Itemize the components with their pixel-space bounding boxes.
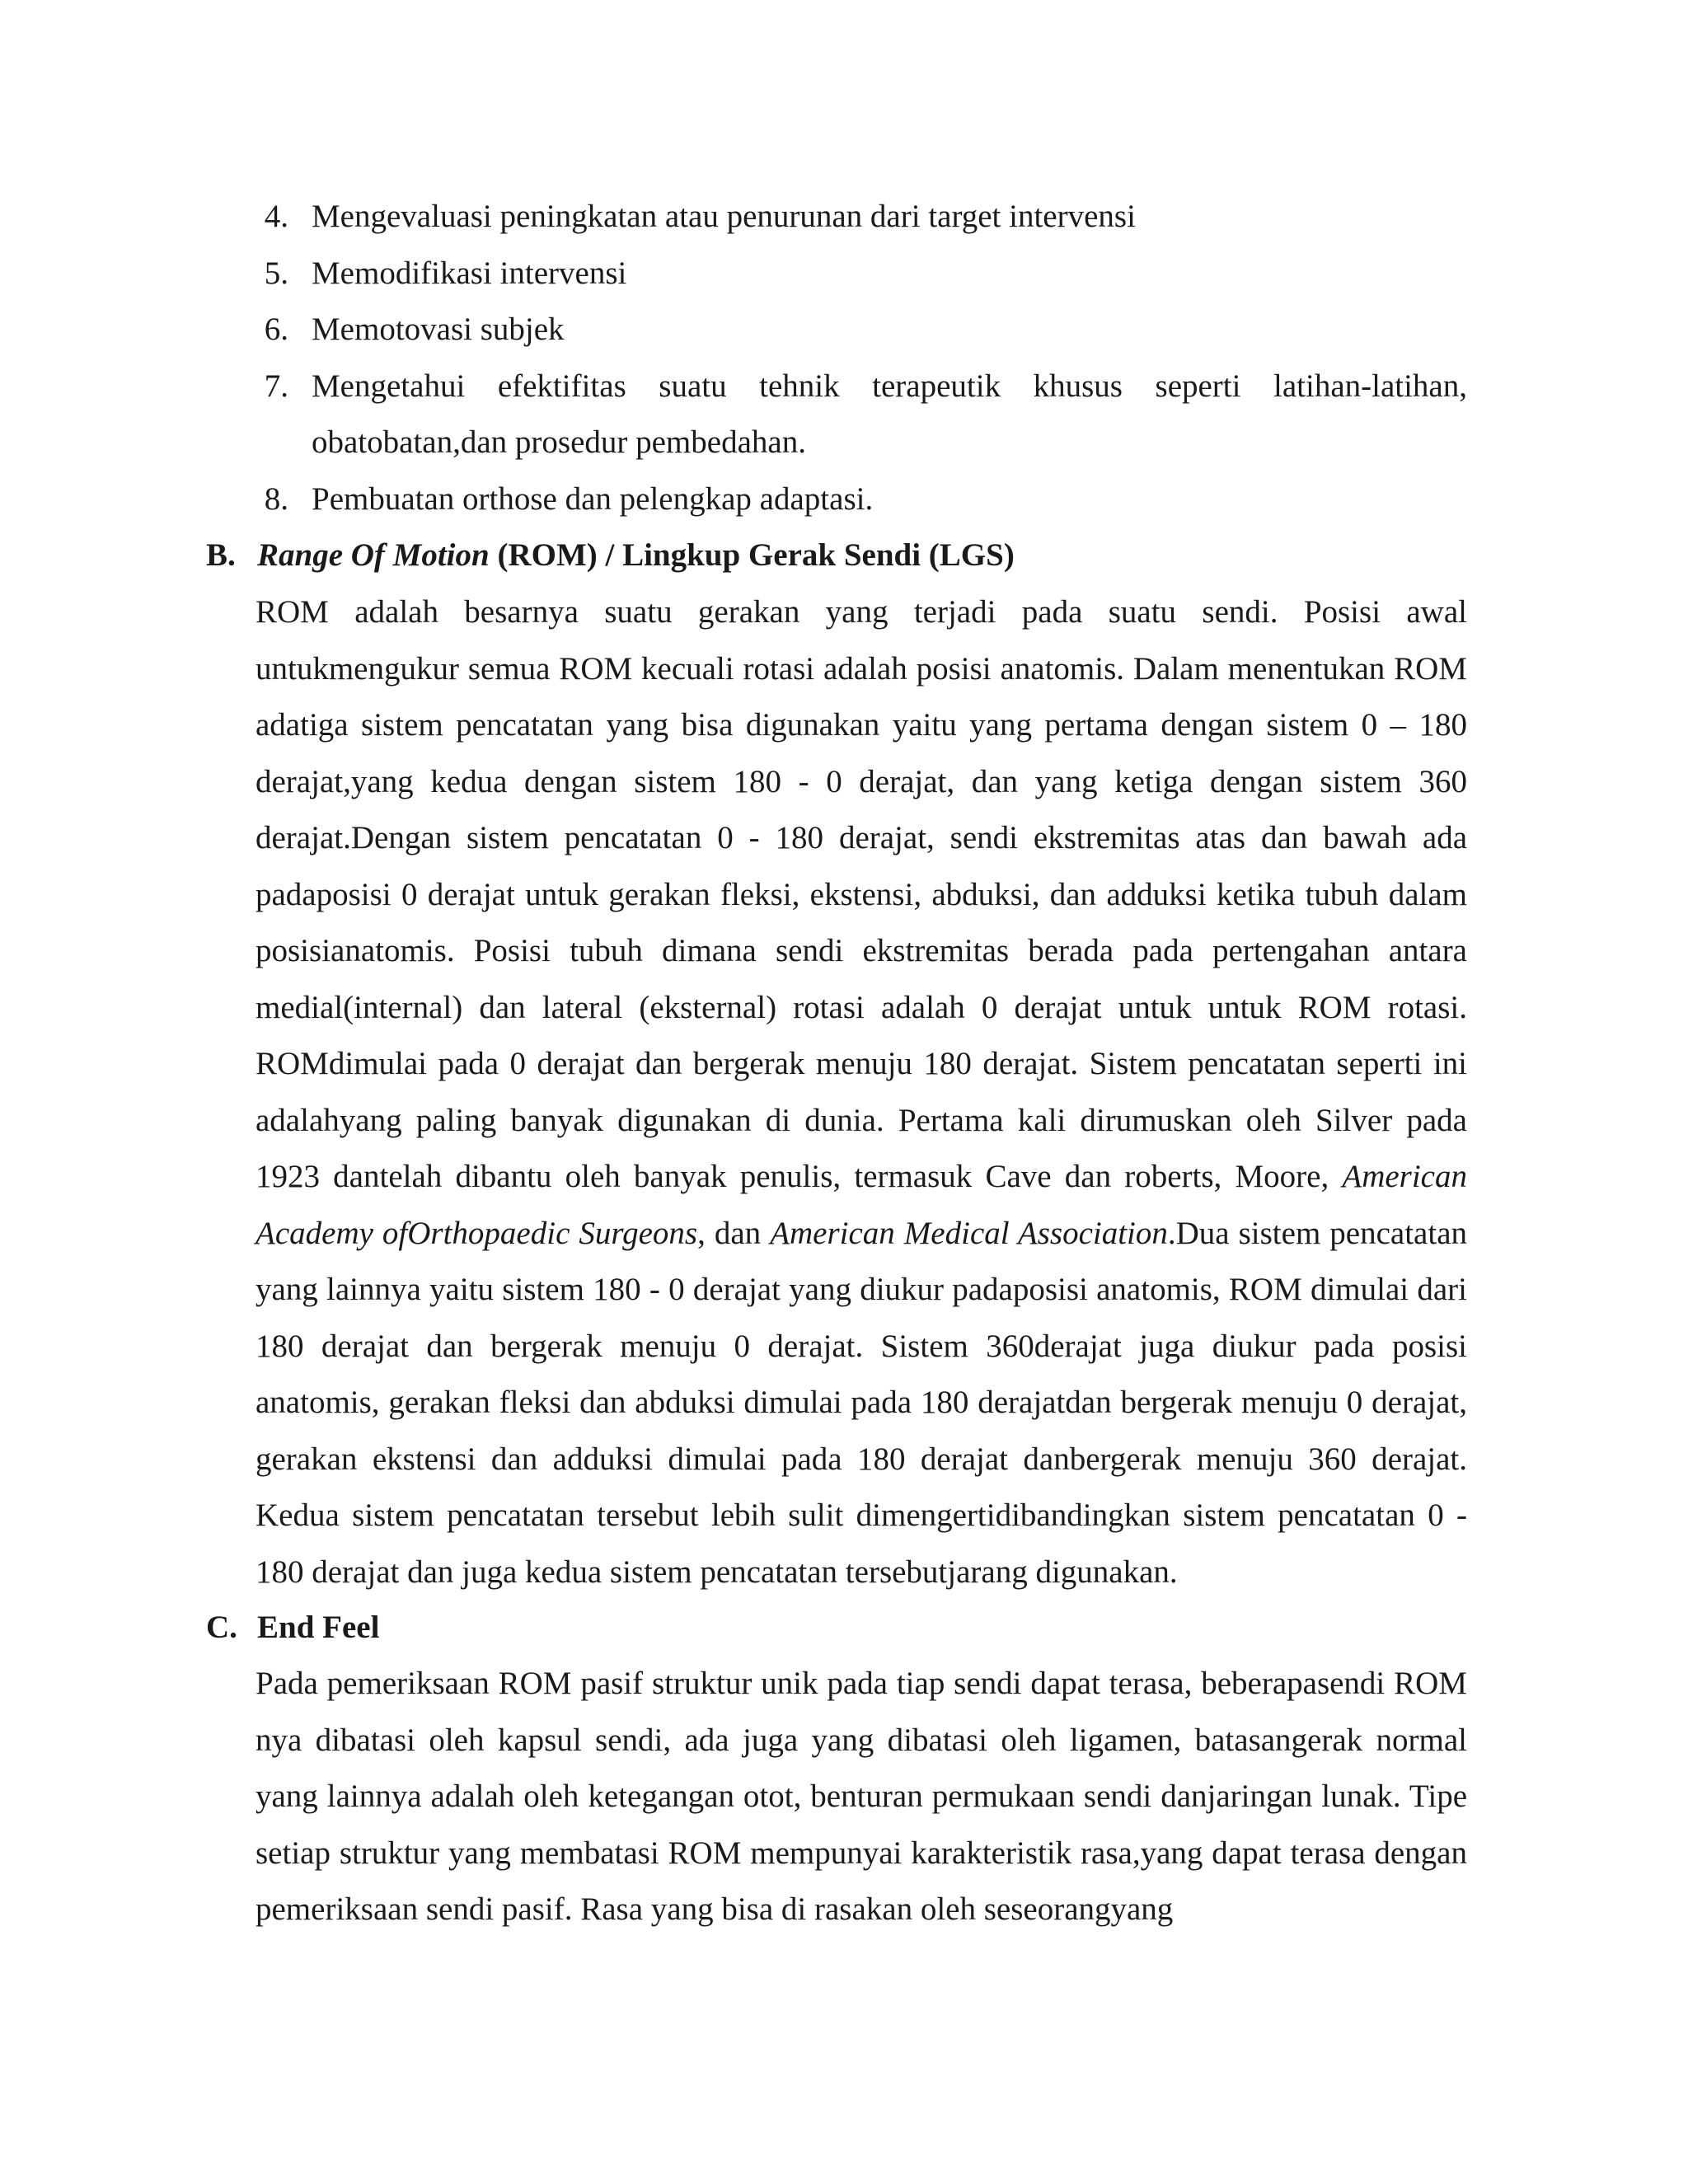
section-b-title: (ROM) / Lingkup Gerak Sendi (LGS): [489, 537, 1015, 573]
section-b-paragraph: [256, 584, 1467, 1601]
section-b-letter: B.: [206, 537, 236, 573]
list-item: [256, 471, 1467, 528]
list-item-number: 7.: [264, 368, 288, 404]
list-item-text: Memotovasi subjek: [312, 312, 565, 347]
section-b-text-1: ROM adalah besarnya suatu gerakan yang terjadi pada suatu sendi. Posisi awal untukmengukur semua ROM kecuali rotasi adalah posisi anatomis. Dalam menentukan ROM adatiga sistem pencatatan yang bisa digunakan yaitu yang pertama dengan sistem 0 – 180 derajat,yang kedua dengan sistem 180 - 0 derajat, dan yang ketiga dengan sistem 360 derajat.Dengan sistem pencatatan 0 - 180 derajat, sendi ekstremitas atas dan bawah ada padaposisi 0 derajat untuk gerakan fleksi, ekstensi, abduksi, dan adduksi ketika tubuh dalam posisianatomis. Posisi tubuh dimana sendi ekstremitas berada pada pertengahan antara medial(internal) dan lateral (eksternal) rotasi adalah 0 derajat untuk untuk ROM rotasi. ROMdimulai pada 0 derajat dan bergerak menuju 180 derajat. Sistem pencatatan seperti ini adalahyang paling banyak digunakan di dunia. Pertama kali dirumuskan oleh Silver pada 1923 dantelah dibantu oleh banyak penulis, termasuk Cave dan roberts, Moore,: [256, 594, 1467, 1194]
list-item: [256, 359, 1467, 471]
list-item-number: 8.: [264, 480, 288, 517]
list-item-number: 4.: [264, 199, 288, 234]
list-item-text: Pembuatan orthose dan pelengkap adaptasi.: [312, 480, 874, 517]
section-b-heading: [206, 527, 1467, 584]
section-c-paragraph: Pada pemeriksaan ROM pasif struktur unik pada tiap sendi dapat terasa, beberapasendi ROM nya dibatasi oleh kapsul sendi, ada juga yang dibatasi oleh ligamen, batasangerak normal yang lainnya adalah oleh ketegangan otot, benturan permukaan sendi danjaringan lunak. Tipe setiap struktur yang membatasi ROM mempunyai karakteristik rasa,yang dapat terasa dengan pemeriksaan sendi pasif. Rasa yang bisa di rasakan oleh seseorangyang: [256, 1666, 1467, 1927]
section-c-title: End Feel: [257, 1610, 380, 1645]
section-c-heading: [206, 1600, 1467, 1657]
list-item: [256, 189, 1467, 246]
objectives-list: [256, 189, 1467, 527]
list-item-text: Mengevaluasi peningkatan atau penurunan dari target intervensi: [312, 199, 1136, 234]
section-b-text-2: , dan: [697, 1215, 771, 1251]
list-item-number: 6.: [264, 312, 288, 347]
section-b-italic-1: American Academy ofOrthopaedic Surgeons: [256, 1159, 1467, 1251]
list-item-number: 5.: [264, 255, 288, 291]
list-item-text: Memodifikasi intervensi: [312, 255, 627, 291]
list-item: [256, 246, 1467, 302]
section-b-text-3: .Dua sistem pencatatan yang lainnya yaitu sistem 180 - 0 derajat yang diukur padaposisi anatomis, ROM dimulai dari 180 derajat dan bergerak menuju 0 derajat. Sistem 360derajat juga diukur pada posisi anatomis, gerakan fleksi dan abduksi dimulai pada 180 derajatdan bergerak menuju 0 derajat, gerakan ekstensi dan adduksi dimulai pada 180 derajat danbergerak menuju 360 derajat. Kedua sistem pencatatan tersebut lebih sulit dimengertidibandingkan sistem pencatatan 0 - 180 derajat dan juga kedua sistem pencatatan tersebutjarang digunakan.: [256, 1215, 1468, 1590]
section-b-title-italic: Range Of Motion: [257, 537, 490, 573]
list-item-text: Mengetahui efektifitas suatu tehnik terapeutik khusus seperti latihan-latihan, obatobatan,dan prosedur pembedahan.: [312, 368, 1467, 460]
section-b-italic-2: American Medical Association: [770, 1215, 1168, 1251]
section-c-letter: C.: [206, 1610, 237, 1645]
list-item: [256, 302, 1467, 359]
